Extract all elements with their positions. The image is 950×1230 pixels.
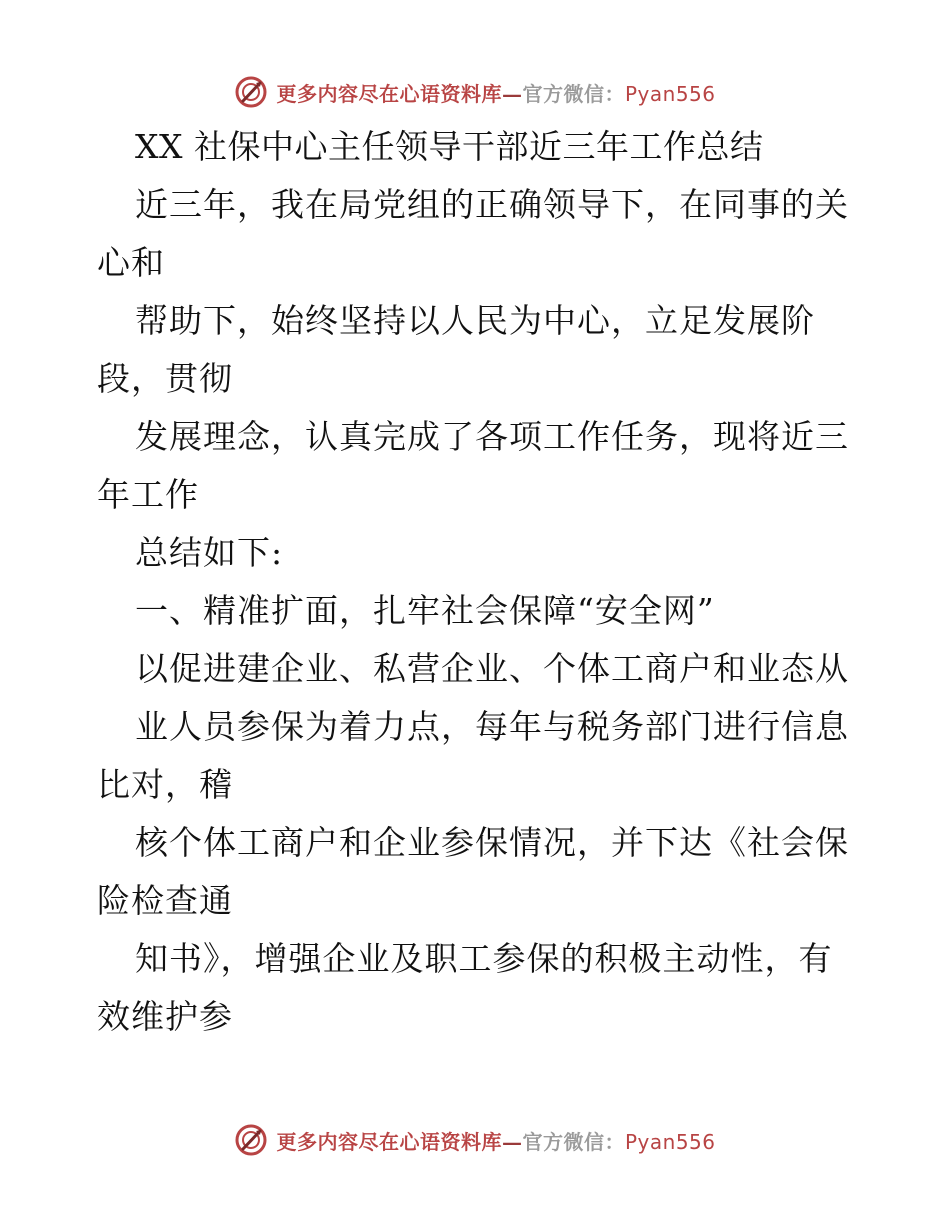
paragraph-line: 效维护参 (97, 997, 233, 1036)
paragraph-line: 近三年，我在局党组的正确领导下，在同事的关 (135, 185, 849, 224)
paragraph-line: 段，贯彻 (97, 359, 233, 398)
paragraph-line: 以促进建企业、私营企业、个体工商户和业态从 (135, 649, 849, 688)
paragraph-line: 业人员参保为着力点，每年与税务部门进行信息 (135, 707, 849, 746)
section-heading: 一、精准扩面，扎牢社会保障“安全网” (135, 591, 715, 630)
seal-logo-icon (234, 1123, 268, 1157)
watermark-dash: — (501, 81, 523, 106)
watermark-official-text: 官方微信： (522, 81, 625, 106)
paragraph-line: 知书》，增强企业及职工参保的积极主动性，有 (135, 939, 833, 978)
paragraph-line: 心和 (97, 243, 165, 282)
watermark-wechat-id: Pyan556 (624, 1129, 716, 1154)
paragraph-line: 险检查通 (97, 881, 233, 920)
watermark-header (0, 72, 950, 112)
watermark-main-text: 更多内容尽在心语资料库 (276, 1129, 502, 1154)
watermark-wechat-id: Pyan556 (624, 81, 716, 106)
watermark-official-text: 官方微信： (522, 1129, 625, 1154)
seal-logo-icon (234, 75, 268, 109)
paragraph-line: 年工作 (97, 475, 199, 514)
paragraph-line: 总结如下: (135, 533, 284, 572)
paragraph-line: 帮助下，始终坚持以人民为中心，立足发展阶 (135, 301, 815, 340)
paragraph-line: 核个体工商户和企业参保情况，并下达《社会保 (135, 823, 849, 862)
document-body (97, 118, 857, 1046)
watermark-text (276, 78, 715, 107)
watermark-main-text: 更多内容尽在心语资料库 (276, 81, 502, 106)
paragraph-line: 发展理念，认真完成了各项工作任务，现将近三 (135, 417, 849, 456)
watermark-text (276, 1126, 715, 1155)
document-title: XX 社保中心主任领导干部近三年工作总结 (135, 127, 764, 166)
watermark-dash: — (501, 1129, 523, 1154)
paragraph-line: 比对，稽 (97, 765, 233, 804)
watermark-footer (0, 1120, 950, 1160)
